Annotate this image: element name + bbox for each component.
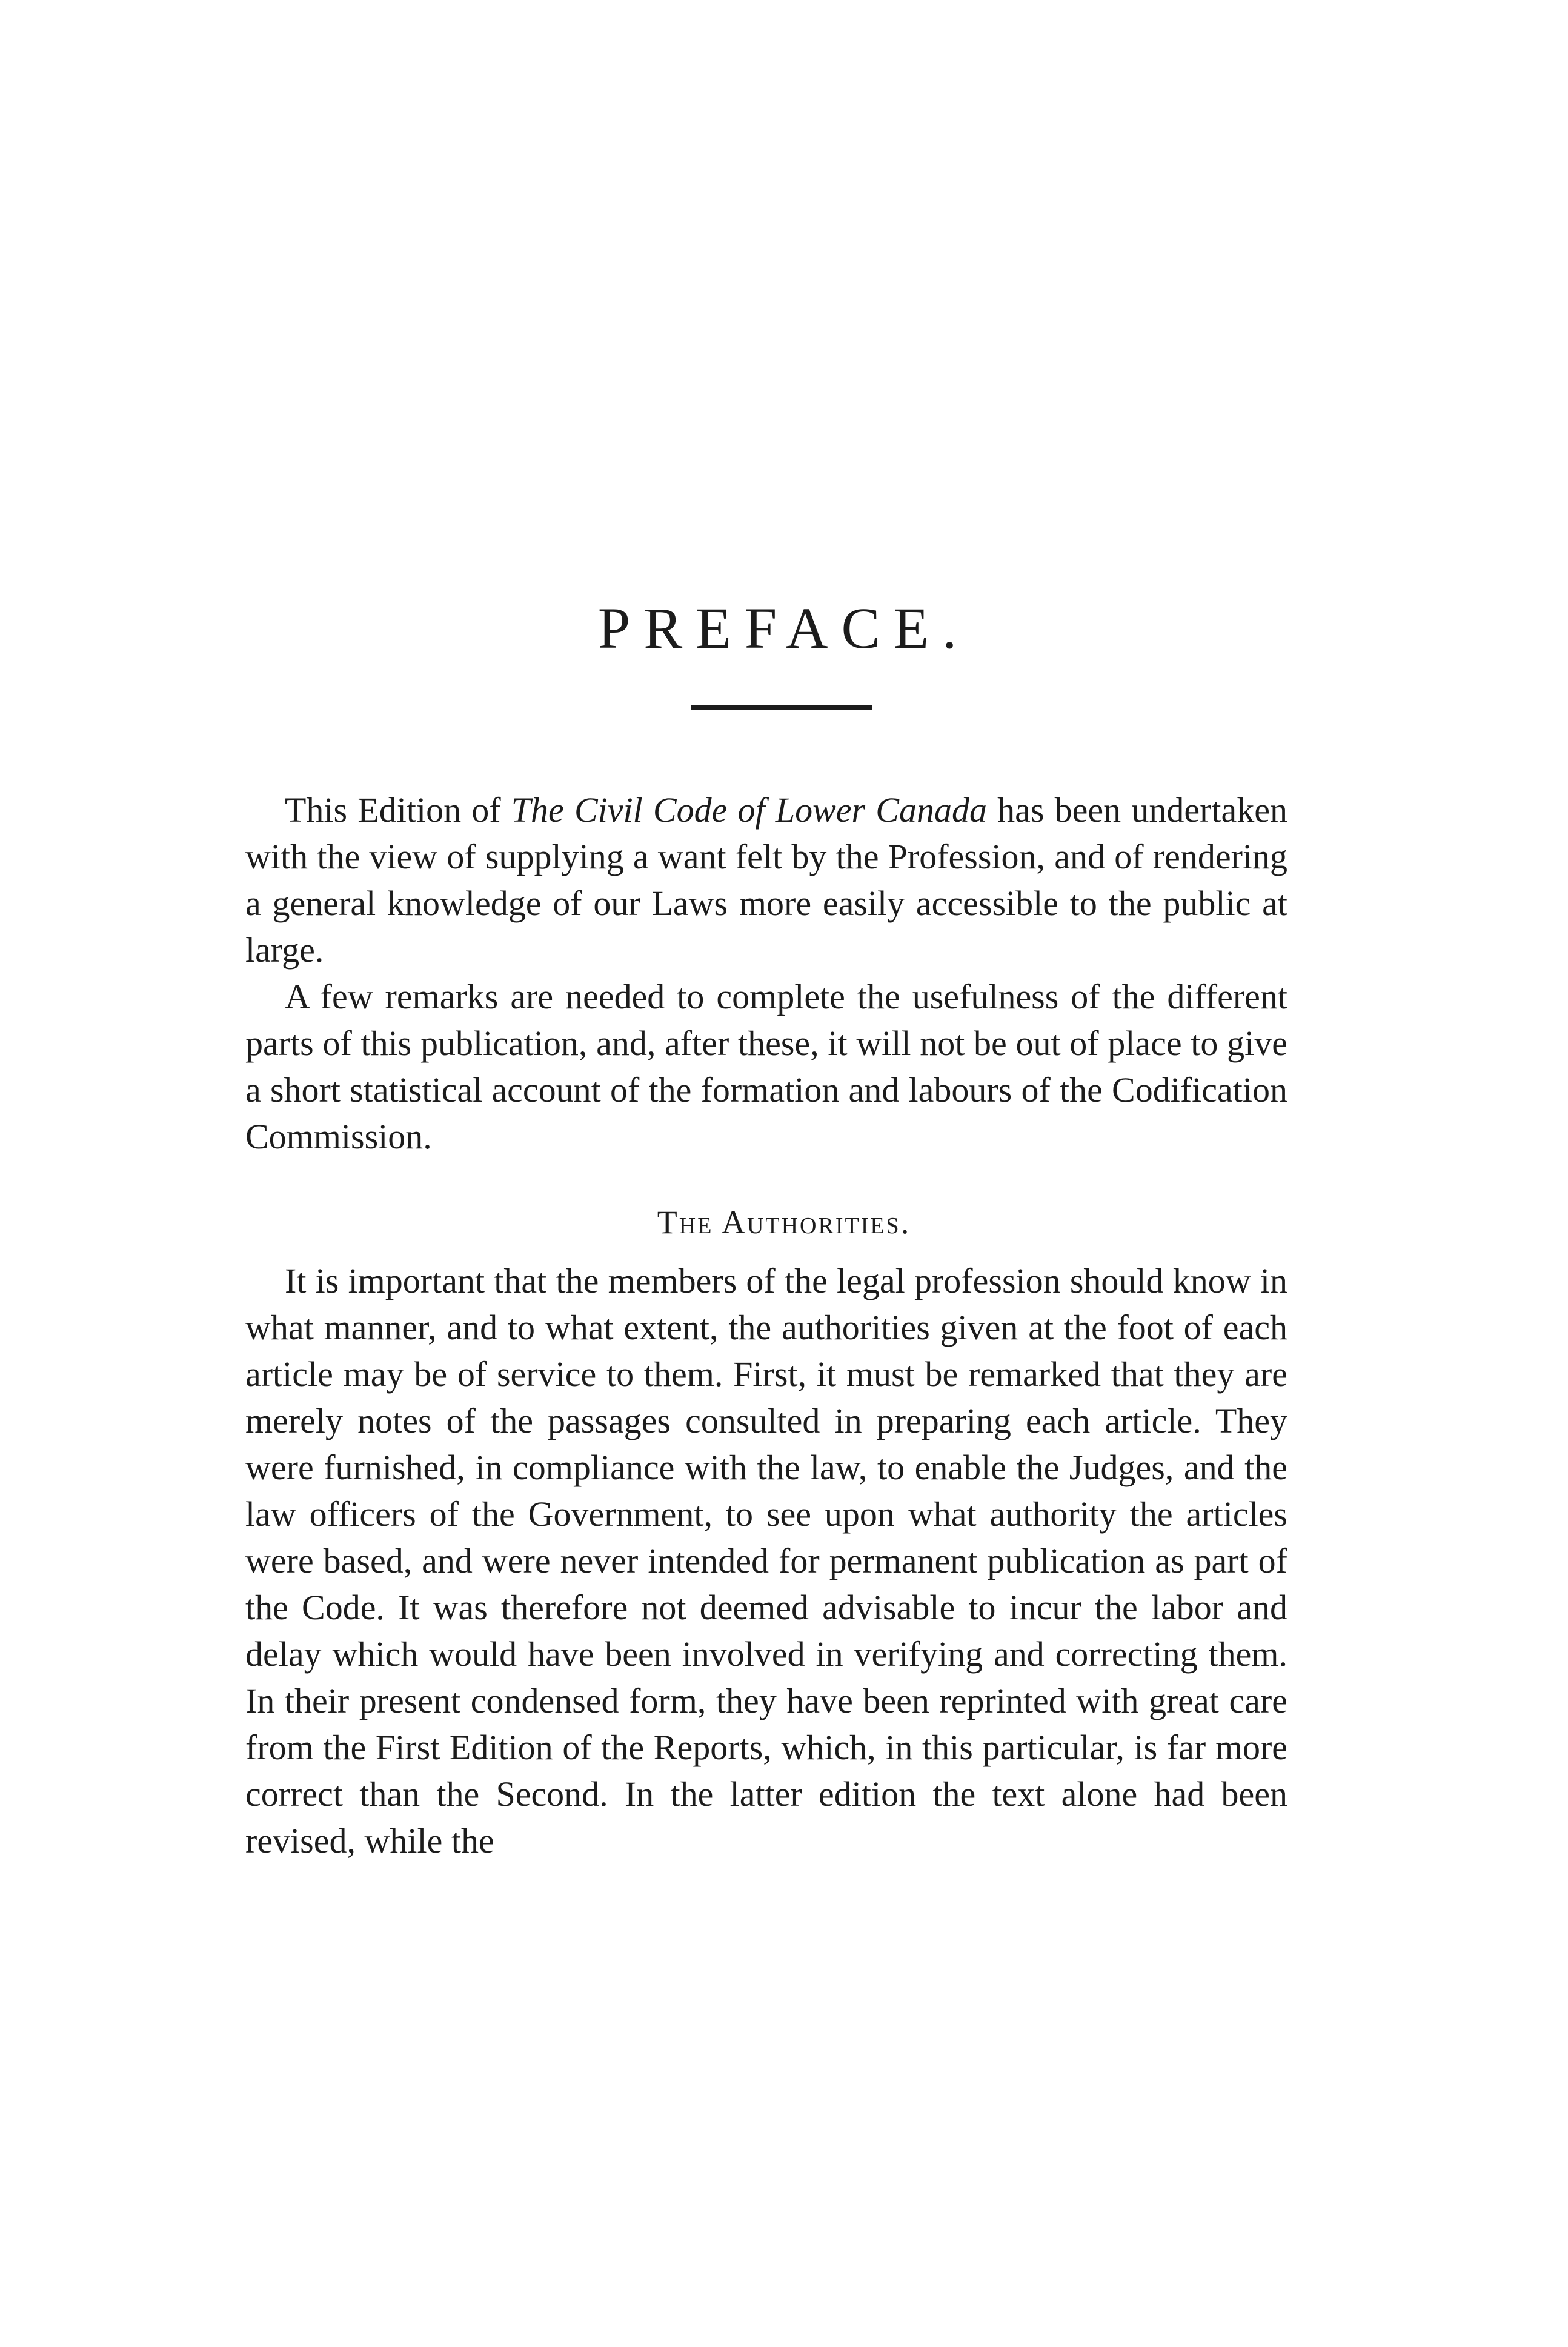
paragraph-authorities: It is important that the members of the legal profession should know in what manner, and to what extent, the authorities given at the foot of each article may be of service to them. First, it must be remarked that they are merely notes of the passages consulted in preparing each article. They were furnished, in compliance with the law, to enable the Judges, and the law officers of the Government, to see upon what authority the articles were based, and were never intended for permanent publication as part of the Code. It was therefore not deemed advisable to incur the labor and delay which would have been involved in verifying and correcting them. In their present condensed form, they have been reprinted with great care from the First Edition of the Reports, which, in this particular, is far more correct than the Second. In the latter edition the text alone had been revised, while the [245, 1261, 1287, 1860]
paragraph-edition-lead: This Edition of [285, 790, 511, 830]
section-heading-authorities: The Authorities. [657, 1204, 911, 1240]
authorities-text [245, 1257, 1287, 1864]
paragraph-remarks: A few remarks are needed to complete the usefulness of the different parts of this publication, and, after these, it will not be out of place to give a short statistical account of the formation and labours of the Codification Commission. [245, 977, 1287, 1156]
paragraph-edition-rest: has been undertaken with the view of supplying a want felt by the Profession, and of rendering a general knowledge of our Laws more easily accessible to the public at large. [245, 790, 1287, 970]
intro-text [245, 787, 1287, 1160]
code-title: The Civil Code of Lower Canada [511, 790, 987, 830]
page-title: PREFACE. [597, 596, 971, 661]
paragraph-edition [245, 787, 1287, 973]
title-divider [691, 705, 872, 710]
